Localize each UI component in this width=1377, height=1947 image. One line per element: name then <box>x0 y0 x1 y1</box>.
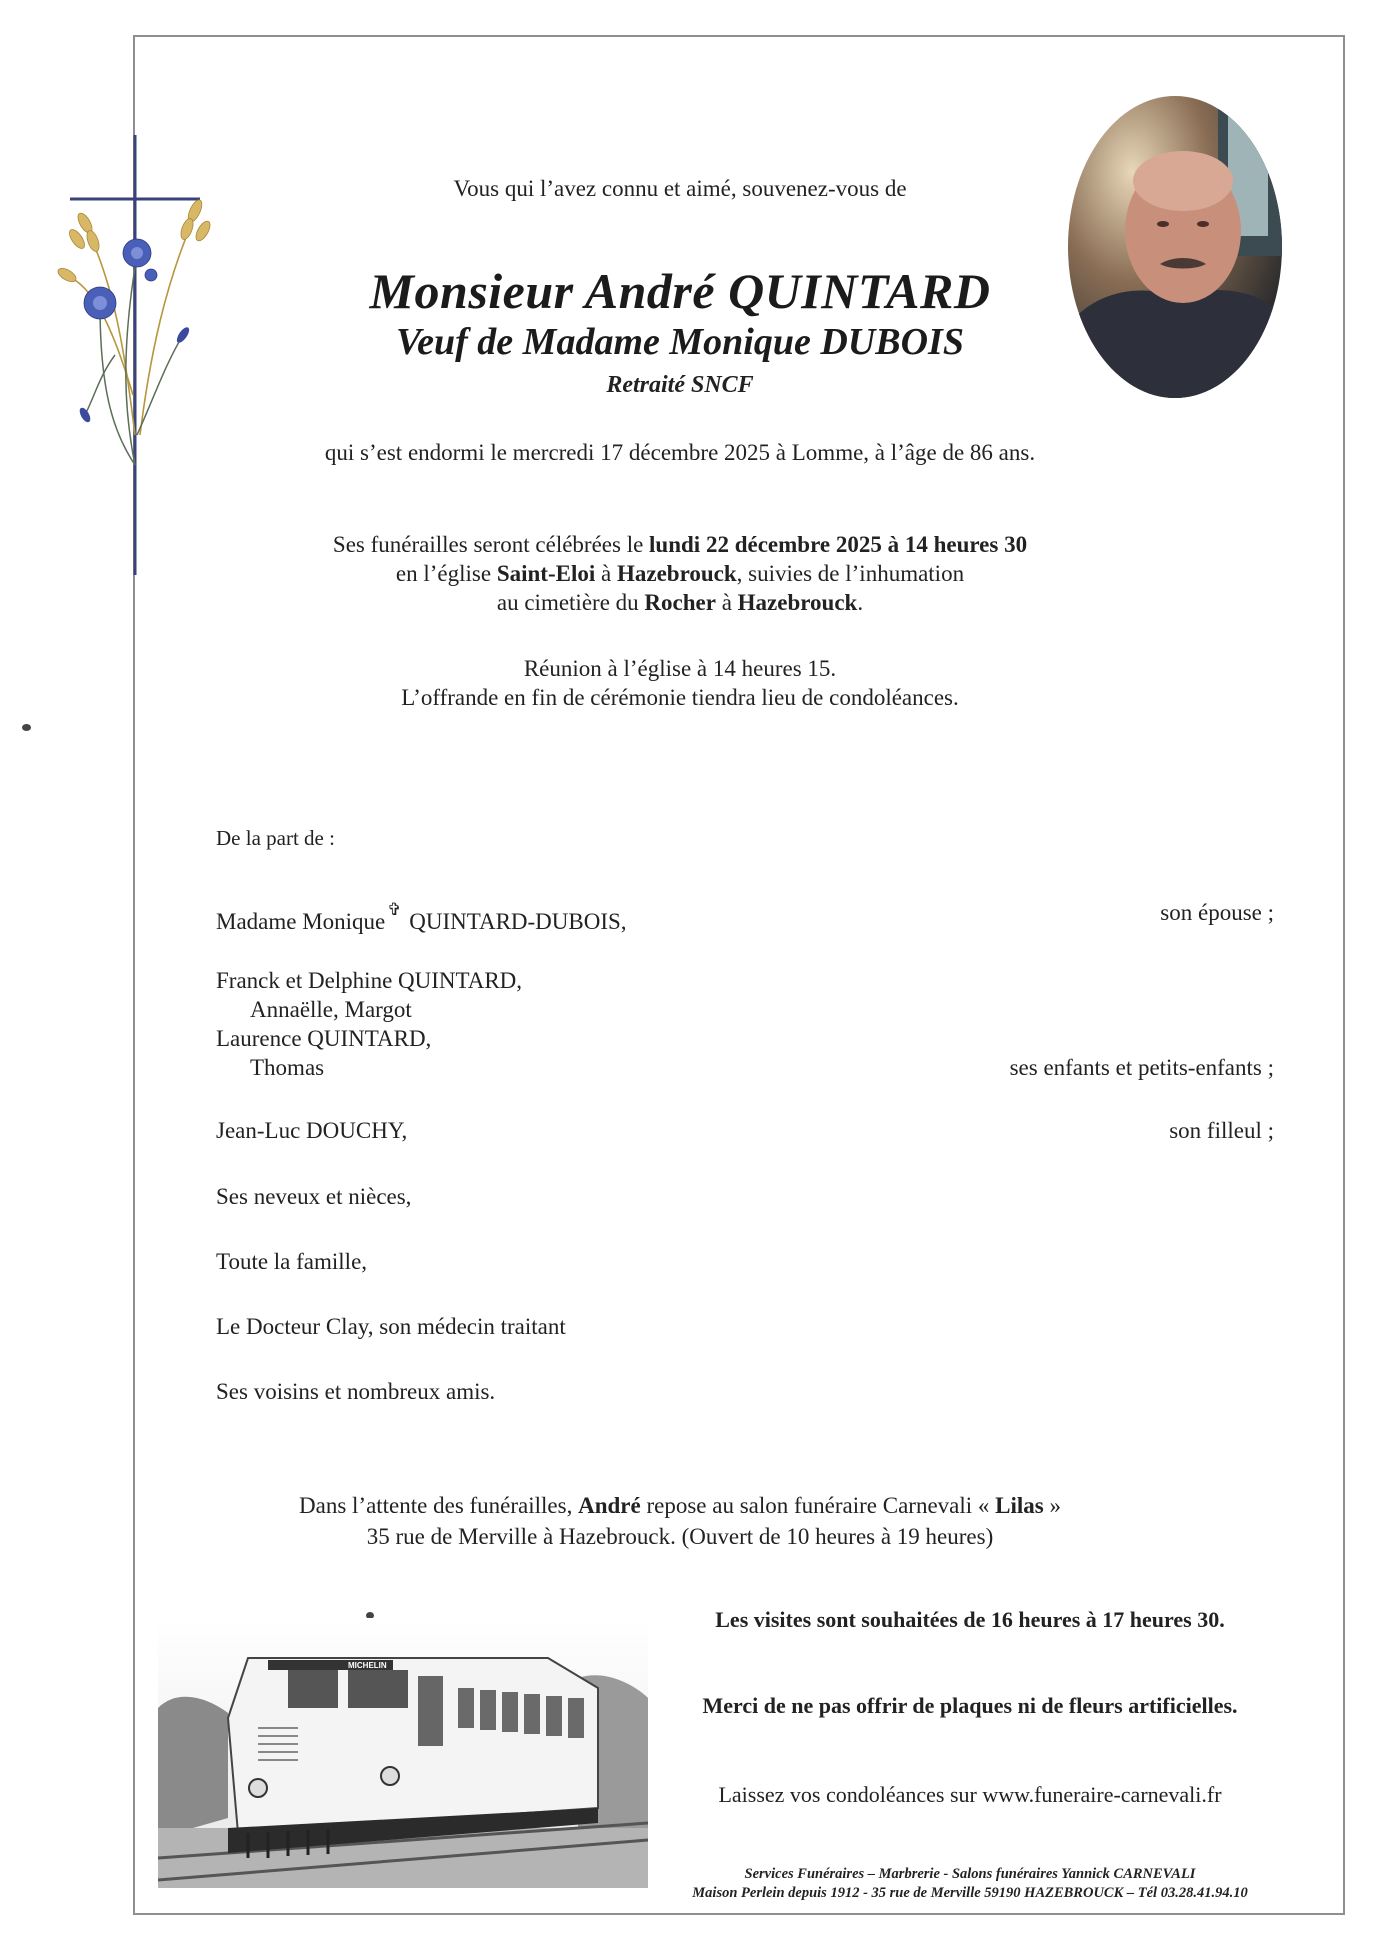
church-name: Saint-Eloi <box>496 561 596 586</box>
widow-of: Veuf de Madame Monique DUBOIS <box>396 321 964 363</box>
deceased-name: Monsieur André QUINTARD <box>369 263 991 319</box>
funeral-text: en l’église <box>395 561 497 586</box>
funeral-date: lundi 22 décembre 2025 à 14 heures 30 <box>649 532 1028 557</box>
footer-address: Maison Perlein depuis 1912 - 35 rue de Merville 59190 HAZEBROUCK – Tél 03.28.41.94.10 <box>692 1885 1248 1901</box>
deceased-cross-icon: ✞ <box>387 900 402 919</box>
relative-nephews: Ses neveux et nièces, <box>216 1184 412 1209</box>
relative-wife <box>216 900 1274 935</box>
cemetery-name: Rocher <box>644 590 716 615</box>
funeral-text: à <box>715 590 738 615</box>
relationship: ses enfants et petits-enfants ; <box>1009 1055 1274 1080</box>
salon-text: Dans l’attente des funérailles, <box>299 1493 579 1518</box>
relative-name: Franck et Delphine QUINTARD, <box>216 968 523 993</box>
relative-family: Toute la famille, <box>216 1249 368 1274</box>
cross-with-flowers-icon <box>55 135 230 580</box>
relative-name: QUINTARD-DUBOIS, <box>409 909 627 934</box>
visiting-hours: Les visites sont souhaitées de 16 heures à 17 heures 30. <box>715 1607 1225 1632</box>
from-label: De la part de : <box>216 826 335 850</box>
funeral-details <box>200 530 1160 617</box>
first-name: André <box>578 1493 641 1518</box>
salon-address: 35 rue de Merville à Hazebrouck. (Ouvert de 10 heures à 19 heures) <box>366 1524 994 1549</box>
relationship: son filleul ; <box>1169 1118 1274 1143</box>
town-name: Hazebrouck <box>737 590 858 615</box>
death-notice: qui s’est endormi le mercredi 17 décembre 2025 à Lomme, à l’âge de 86 ans. <box>324 440 1036 465</box>
relative-name: Jean-Luc DOUCHY, <box>216 1118 408 1143</box>
relative-name: Annaëlle, Margot <box>250 997 412 1022</box>
meeting-info <box>200 654 1160 712</box>
funeral-text: Ses funérailles seront célébrées le <box>332 532 650 557</box>
funeral-text: , suivies de l’inhumation <box>736 561 965 586</box>
town-name: Hazebrouck <box>616 561 737 586</box>
funeral-text: à <box>595 561 617 586</box>
salon-text: repose au salon funéraire Carnevali « <box>640 1493 996 1518</box>
footer-services: Services Funéraires – Marbrerie - Salons funéraires Yannick CARNEVALI <box>744 1866 1196 1882</box>
relative-name: Laurence QUINTARD, <box>216 1026 432 1051</box>
no-flowers-note: Merci de ne pas offrir de plaques ni de fleurs artificielles. <box>702 1693 1238 1718</box>
salon-room: Lilas <box>995 1493 1044 1518</box>
condolences-website: Laissez vos condoléances sur www.funeraire-carnevali.fr <box>718 1782 1222 1807</box>
intro-text: Vous qui l’avez connu et aimé, souvenez-vous de <box>453 176 907 201</box>
salon-text: » <box>1043 1493 1061 1518</box>
relative-children <box>216 966 1274 1082</box>
scan-speck <box>22 724 31 731</box>
offering-note: L’offrande en fin de cérémonie tiendra lieu de condoléances. <box>401 685 959 710</box>
relative-godson <box>216 1118 1274 1144</box>
funeral-text: au cimetière du <box>496 590 645 615</box>
meeting-time: Réunion à l’église à 14 heures 15. <box>523 656 837 681</box>
train-badge: MICHELIN <box>348 1661 387 1670</box>
funeral-home-footer <box>640 1865 1300 1903</box>
railcar-photo <box>158 1618 648 1888</box>
occupation: Retraité SNCF <box>606 372 754 398</box>
salon-info <box>200 1490 1160 1552</box>
relative-friends: Ses voisins et nombreux amis. <box>216 1379 496 1404</box>
relative-doctor: Le Docteur Clay, son médecin traitant <box>216 1314 566 1339</box>
relative-name: Madame Monique <box>216 909 386 934</box>
funeral-text: . <box>857 590 864 615</box>
relative-name: Thomas <box>250 1055 325 1080</box>
relationship: son épouse ; <box>1160 900 1274 925</box>
